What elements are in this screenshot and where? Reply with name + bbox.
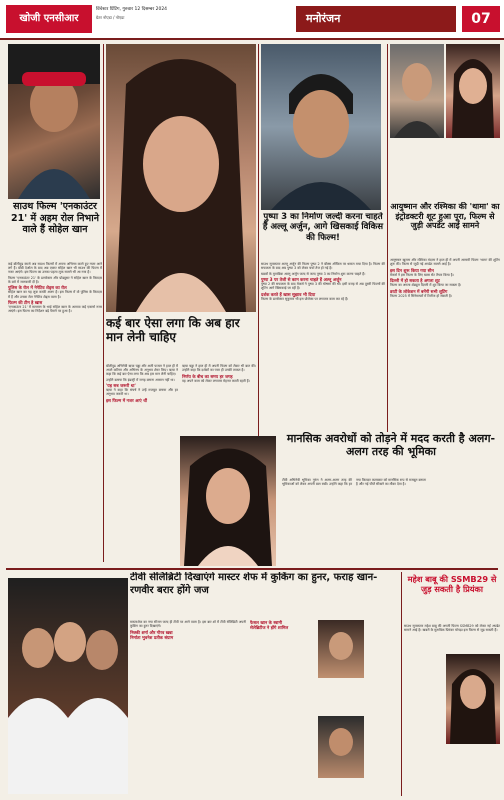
allu-subhead-2: दर्शक करते हैं खास सुझाव भी दिया xyxy=(261,291,316,297)
thama-subhead-2: दिल्ली में हो सकता है अगला शूट xyxy=(390,278,440,284)
paper-name: खोजी एनसीआर xyxy=(19,13,79,24)
sohail-para-3: सोहेल खान का यह लुक काफी अलग है। इस फिल्म में वो पुलिस के किरदार में हैं और उनका रोल नेगेटिव शेड्स वाला है। xyxy=(8,290,102,299)
thama-headline: आयुष्मान और रश्मिका की 'थामा' का इंट्रोडक्टरी शूट हुआ पूरा, फिल्म से जुड़ी अपडेट आई सामने xyxy=(390,202,500,231)
richa-body-right xyxy=(182,364,256,434)
thama-para-4: फिल्म 2025 में सिनेमाघरों में रिलीज हो सकती है। xyxy=(390,293,453,298)
masterchef-subhead-4: सेलेब्रिटीज ने होंगे शामिल xyxy=(250,625,289,630)
sohail-subhead-2: फिल्म की टीम है खास xyxy=(8,300,43,306)
sohail-subhead-1: पुलिस के रोल में नेगेटिव शेड्स का रोल xyxy=(8,285,67,291)
richa-subhead-2: इस फिल्म में नजर आएं थीं xyxy=(106,398,147,404)
richa-para-2: उन्होंने बताया कि इंडस्ट्री में जगह बनाना आसान नहीं था। xyxy=(106,377,175,382)
man-portrait-icon xyxy=(261,44,381,210)
ssmb29-headline: महेश बाबू की SSMB29 से जुड़ सकती है प्रियंका xyxy=(407,574,497,594)
date-line: विंचेस्टर प्रिंटिंग, गुरुवार 12 दिसम्बर 2024 xyxy=(96,7,168,12)
woman-portrait-icon xyxy=(318,620,364,678)
woman-portrait-icon xyxy=(106,44,256,312)
masthead-info xyxy=(96,6,286,32)
paper-logo xyxy=(6,5,92,33)
allu-headline: पुष्पा 3 का निर्माण जल्दी करना चाहते हैं अल्लू अर्जुन, आगे खिसकाई विकिस की फिल्म! xyxy=(262,212,384,243)
allu-para-1: साउथ सुपरस्टार अल्लू अर्जुन की फिल्म पुष्पा 2 ने बॉक्स ऑफिस पर धमाल मचा दिया है। फिल्म की सफलता के बाद अब पुष्पा 3 को लेकर चर्चा तेज हो गई है। xyxy=(261,262,385,271)
masterchef-subhead-1: निक्की शर्मा और गौरव खन्ना xyxy=(130,629,173,635)
richa-para-3: ऋचा ने कहा कि संघर्ष ने उन्हें मजबूत बनाया और हर अनुभव जरूरी था। xyxy=(106,388,178,397)
allu-para-2: खबरों के मुताबिक अल्लू अर्जुन जल्द से जल्द पुष्पा 3 का निर्माण शुरू करना चाहते हैं। xyxy=(261,271,366,276)
actress-feature-photo xyxy=(180,436,276,566)
sohail-para-2: फिल्म 'एनकाउंटर 21' के डायरेक्टर और प्रोड्यूसर ने सोहेल खान के किरदार के बारे में जानकारी दी है। xyxy=(8,275,102,284)
thama-subhead-3: डरटी के लोकेशन में बनेंगी सभी शूटिंग xyxy=(390,288,448,294)
masterchef-subhead-2: निर्माता भुवनेश प्रतीक संग्राम xyxy=(130,634,174,640)
allu-para-3: पुष्पा 2 की सफलता के बाद मेकर्स ने पुष्पा 3 की घोषणा की थी। इसी वजह से अब दूसरी फिल्मों की शूटिंग आगे खिसकाई जा रही है। xyxy=(261,282,385,291)
ayushmann-photo xyxy=(390,44,444,138)
ssmb29-para: साउथ सुपरस्टार महेश बाबू की अगली फिल्म SSMB29 को लेकर नई अपडेट सामने आई है। खबरों के मुताबिक प्रियंका चोपड़ा इस फिल्म से जुड़ सकती हैं। xyxy=(404,624,500,633)
allu-arjun-photo xyxy=(261,44,381,210)
woman-portrait-icon xyxy=(446,44,500,138)
masthead xyxy=(0,0,504,38)
masterchef-body xyxy=(130,620,246,796)
richa-body-left xyxy=(106,364,178,562)
sohail-khan-photo xyxy=(8,44,100,199)
group-photo-icon xyxy=(8,578,128,794)
masterchef-para: मास्टरशेफ का नया सीजन जल्द ही टीवी पर आने वाला है। इस बार शो में टीवी सेलिब्रिटी अपनी कुकिंग का हुनर दिखाएंगे। xyxy=(130,620,246,629)
page-number: 07 xyxy=(462,6,500,32)
thama-para-3: फिल्म का अगला शेड्यूल दिल्ली में शूट किया जा सकता है। xyxy=(390,283,462,288)
richa-para-1: बॉलीवुड अभिनेत्री ऋचा चड्ढा और अली फजल ने हाल ही में अपने करियर और अभिनय के अनुभव शेयर किए। ऋचा ने कहा कि कई बार ऐसा लगा कि अब हार मान लेनी चाहिए। xyxy=(106,364,178,377)
man-portrait-icon xyxy=(318,716,364,778)
thama-subhead-1: इस दिन शुरू किया गया सीन xyxy=(390,267,434,273)
farah-khan-photo xyxy=(318,620,364,678)
thama-para-2: मेकर्स ने इस फिल्म के लिए खास सेट तैयार किया है। xyxy=(390,272,454,277)
thama-article-body xyxy=(390,258,500,434)
richa-para-5: वह अपने काम को लेकर लगातार मेहनत करती रहती हैं। xyxy=(182,378,250,383)
allu-subhead-1: पुष्पा 3 पर तेजी से काम करना चाहते हैं अल्लू अर्जुन xyxy=(261,277,342,283)
allu-article-body xyxy=(261,262,385,434)
feature-body xyxy=(282,478,500,564)
allu-para-4: फिल्म के डायरेक्टर सुकुमार भी इस प्रोजेक्ट पर लगातार काम कर रहे हैं। xyxy=(261,296,349,301)
sohail-para-4: 'एनकाउंटर 21' में सलमान के भाई सोहेल खान के अलावा कई एक्टर्स नजर आएंगे। इस फिल्म का निर्देशन बड़े पैमाने पर हुआ है। xyxy=(8,305,102,314)
masthead-rule xyxy=(0,38,504,40)
richa-headline: कई बार ऐसा लगा कि अब हार मान लेनी चाहिए xyxy=(106,316,240,344)
woman-portrait-icon xyxy=(446,654,500,744)
section-title: मनोरंजन xyxy=(306,12,341,25)
masterchef-photo xyxy=(8,578,128,794)
horizontal-divider xyxy=(6,568,498,570)
col-divider-bottom xyxy=(401,572,402,796)
col-divider-1 xyxy=(103,44,104,562)
thama-para-1: आयुष्मान खुराना और रश्मिका मंदाना ने हाल ही में अपनी आगामी फिल्म 'थामा' की शूटिंग शुरू की। फिल्म से जुड़ी नई अपडेट सामने आई है। xyxy=(390,258,500,267)
rashmika-photo xyxy=(446,44,500,138)
feature-para: टीवी अभिनेत्री भूमिका गुरुंग ने अलग-अलग तरह की भूमिकाओं को लेकर अपनी बात रखी। उन्होंने कहा कि हर नया किरदार कलाकार को मानसिक रूप से मजबूत बनाता है और नई चीजें सीखने का मौका देता है। xyxy=(282,478,426,487)
person-silhouette-icon xyxy=(8,44,100,199)
location-line: ग्रेटर नोएडा / नोएडा xyxy=(96,15,125,20)
section-bar xyxy=(296,6,456,32)
priyanka-photo xyxy=(446,654,500,744)
ranveer-brar-photo xyxy=(318,716,364,778)
masterchef-subhead-3: फैसल खान के स्वामी xyxy=(250,620,282,625)
sohail-para-1: कई बॉलीवुड स्टार्स अब साउथ फिल्मों में अपना अभिनय करते हुए नजर आने लगे हैं। बॉबी देओल के बाद अब एक्टर सोहेल खान भी साउथ की फिल्म में नजर आएंगे। इस फिल्म का उनका पहला लुक सामने भी आ गया है। xyxy=(8,262,102,275)
col-divider-2 xyxy=(258,44,259,444)
masterchef-headline: टीवी सेलिब्रिटी दिखाएंगे मास्टर शेफ में कुकिंग का हुनर, फराह खान-रणवीर बरार होंगे जज xyxy=(130,572,378,596)
man-portrait-icon xyxy=(390,44,444,138)
richa-subhead-1: 'यह सब जरूरी था' xyxy=(106,383,136,389)
col-divider-3 xyxy=(387,44,388,432)
sohail-article-body xyxy=(8,262,102,562)
richa-chadha-photo xyxy=(106,44,256,312)
richa-subhead-3: निर्णय के बीच का समय हर जगह xyxy=(182,373,233,379)
woman-portrait-icon xyxy=(180,436,276,566)
feature-headline: मानसिक अवरोधों को तोड़ने में मदद करती है अलग-अलग तरह की भूमिका xyxy=(286,432,496,458)
richa-para-4: ऋचा चड्ढा ने हाल ही में अपनी फिल्म को लेकर भी बात की। उन्होंने कहा कि दर्शकों का प्यार ही उनकी ताकत है। xyxy=(182,364,256,373)
sohail-headline: साउथ फिल्म 'एनकाउंटर 21' में अहम रोल निभाने वाले हैं सोहेल खान xyxy=(11,201,99,235)
